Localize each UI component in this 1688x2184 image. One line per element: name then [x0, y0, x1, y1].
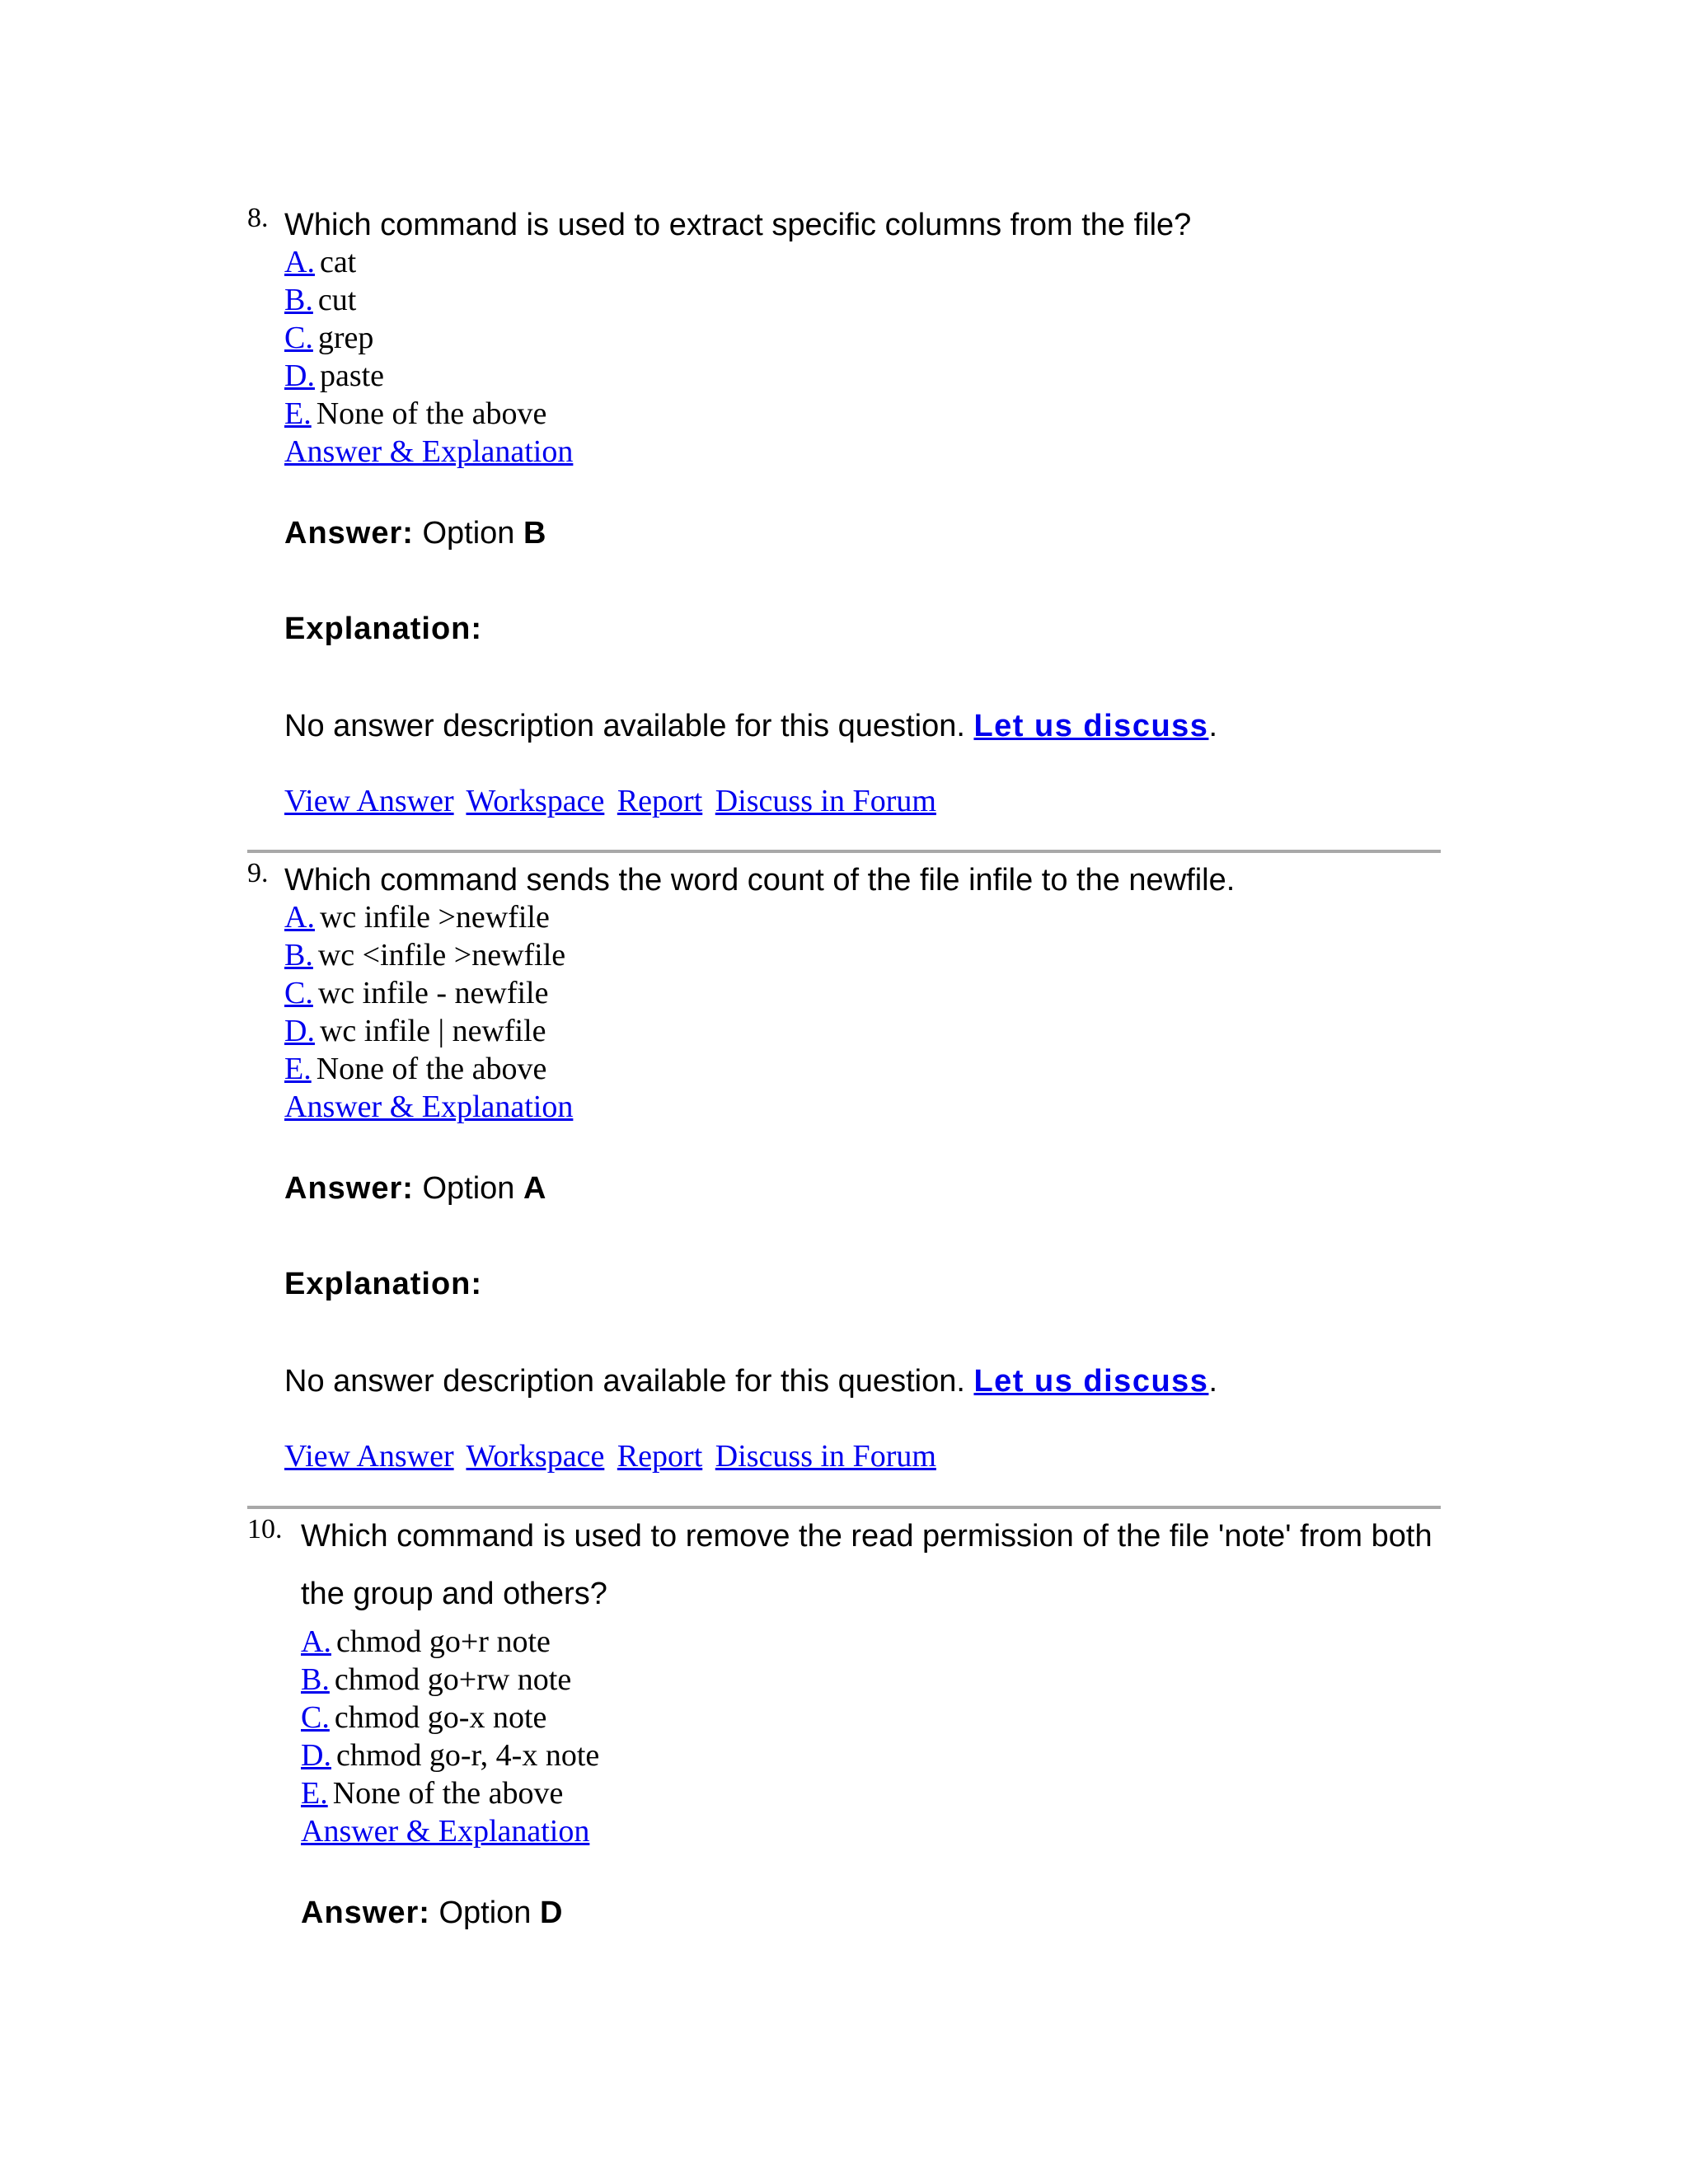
option-c — [284, 974, 1455, 1012]
answer-prefix: Option — [422, 1171, 515, 1206]
explanation-label: Explanation: — [284, 612, 483, 646]
answer-line — [284, 1169, 1455, 1208]
answer-label: Answer: — [284, 1171, 414, 1206]
answer-line — [284, 513, 1455, 553]
answer-option: D — [540, 1896, 563, 1930]
report-link[interactable]: Report — [617, 784, 703, 818]
option-e — [284, 1050, 1455, 1088]
option-b-text: cut — [317, 283, 357, 317]
answer-line — [301, 1893, 1455, 1933]
option-d-text: chmod go-r, 4-x note — [335, 1738, 600, 1773]
answer-label: Answer: — [301, 1896, 430, 1930]
answer-explanation-link[interactable]: Answer & Explanation — [284, 1090, 574, 1124]
view-answer-link[interactable]: View Answer — [284, 784, 454, 818]
option-b-link[interactable]: B. — [284, 938, 313, 972]
answer-option: A — [523, 1171, 546, 1206]
answer-explanation-link[interactable]: Answer & Explanation — [301, 1814, 590, 1849]
option-a — [301, 1623, 1455, 1661]
question-text: Which command is used to remove the read permission of the file 'note' from both the group and others? — [301, 1519, 1432, 1611]
discuss-suffix: . — [1208, 709, 1217, 743]
question-divider — [247, 850, 1441, 853]
discuss-link[interactable]: Let us discuss — [973, 709, 1209, 743]
option-c — [284, 319, 1455, 357]
option-c — [301, 1699, 1455, 1736]
explanation-label: Explanation: — [284, 1267, 483, 1301]
option-d-text: wc infile | newfile — [319, 1014, 546, 1048]
option-a-text: chmod go+r note — [335, 1624, 551, 1659]
option-e-text: None of the above — [316, 1052, 547, 1086]
explanation-line — [284, 1361, 1455, 1401]
explanation-text: No answer description available for this question. — [284, 1364, 965, 1399]
option-b-text: chmod go+rw note — [334, 1662, 572, 1697]
option-b — [284, 936, 1455, 974]
option-a-text: cat — [319, 245, 357, 279]
workspace-link[interactable]: Workspace — [466, 784, 605, 818]
discuss-suffix: . — [1208, 1364, 1217, 1399]
option-e — [284, 395, 1455, 433]
option-e-text: None of the above — [332, 1776, 564, 1811]
answer-option: B — [523, 516, 546, 551]
option-e-link[interactable]: E. — [284, 396, 312, 431]
answer-prefix: Option — [438, 1896, 532, 1930]
option-e — [301, 1774, 1455, 1812]
discuss-forum-link[interactable]: Discuss in Forum — [715, 784, 936, 818]
action-links — [284, 782, 1455, 820]
option-e-link[interactable]: E. — [301, 1776, 328, 1811]
option-a — [284, 243, 1455, 281]
option-c-text: chmod go-x note — [334, 1700, 547, 1735]
workspace-link[interactable]: Workspace — [466, 1439, 605, 1474]
option-d-text: paste — [319, 359, 385, 393]
option-d-link[interactable]: D. — [284, 1014, 315, 1048]
option-a-link[interactable]: A. — [301, 1624, 331, 1659]
option-a-link[interactable]: A. — [284, 245, 315, 279]
explanation-line — [284, 706, 1455, 746]
question-number: 8. — [247, 203, 269, 233]
discuss-forum-link[interactable]: Discuss in Forum — [715, 1439, 936, 1474]
option-c-link[interactable]: C. — [284, 321, 313, 355]
option-c-text: grep — [317, 321, 374, 355]
action-links — [284, 1437, 1455, 1475]
option-c-text: wc infile - newfile — [317, 976, 549, 1010]
option-b-link[interactable]: B. — [301, 1662, 330, 1697]
answer-prefix: Option — [422, 516, 515, 551]
answer-explanation-link[interactable]: Answer & Explanation — [284, 434, 574, 469]
report-link[interactable]: Report — [617, 1439, 703, 1474]
option-e-text: None of the above — [316, 396, 547, 431]
option-d-link[interactable]: D. — [284, 359, 315, 393]
option-b — [284, 281, 1455, 319]
option-a-text: wc infile >newfile — [319, 900, 550, 935]
question-number: 9. — [247, 858, 269, 888]
explanation-text: No answer description available for this question. — [284, 709, 965, 743]
question-text: Which command sends the word count of the file infile to the newfile. — [284, 863, 1236, 898]
option-c-link[interactable]: C. — [284, 976, 313, 1010]
discuss-link[interactable]: Let us discuss — [973, 1364, 1209, 1399]
option-b-text: wc <infile >newfile — [317, 938, 566, 972]
option-d-link[interactable]: D. — [301, 1738, 331, 1773]
view-answer-link[interactable]: View Answer — [284, 1439, 454, 1474]
option-b-link[interactable]: B. — [284, 283, 313, 317]
option-d — [284, 1012, 1455, 1050]
option-e-link[interactable]: E. — [284, 1052, 312, 1086]
answer-label: Answer: — [284, 516, 414, 551]
option-d — [284, 357, 1455, 395]
question-number: 10. — [247, 1514, 283, 1544]
question-text: Which command is used to extract specific columns from the file? — [284, 208, 1192, 242]
option-a-link[interactable]: A. — [284, 900, 315, 935]
option-b — [301, 1661, 1455, 1699]
option-d — [301, 1736, 1455, 1774]
option-a — [284, 898, 1455, 936]
option-c-link[interactable]: C. — [301, 1700, 330, 1735]
